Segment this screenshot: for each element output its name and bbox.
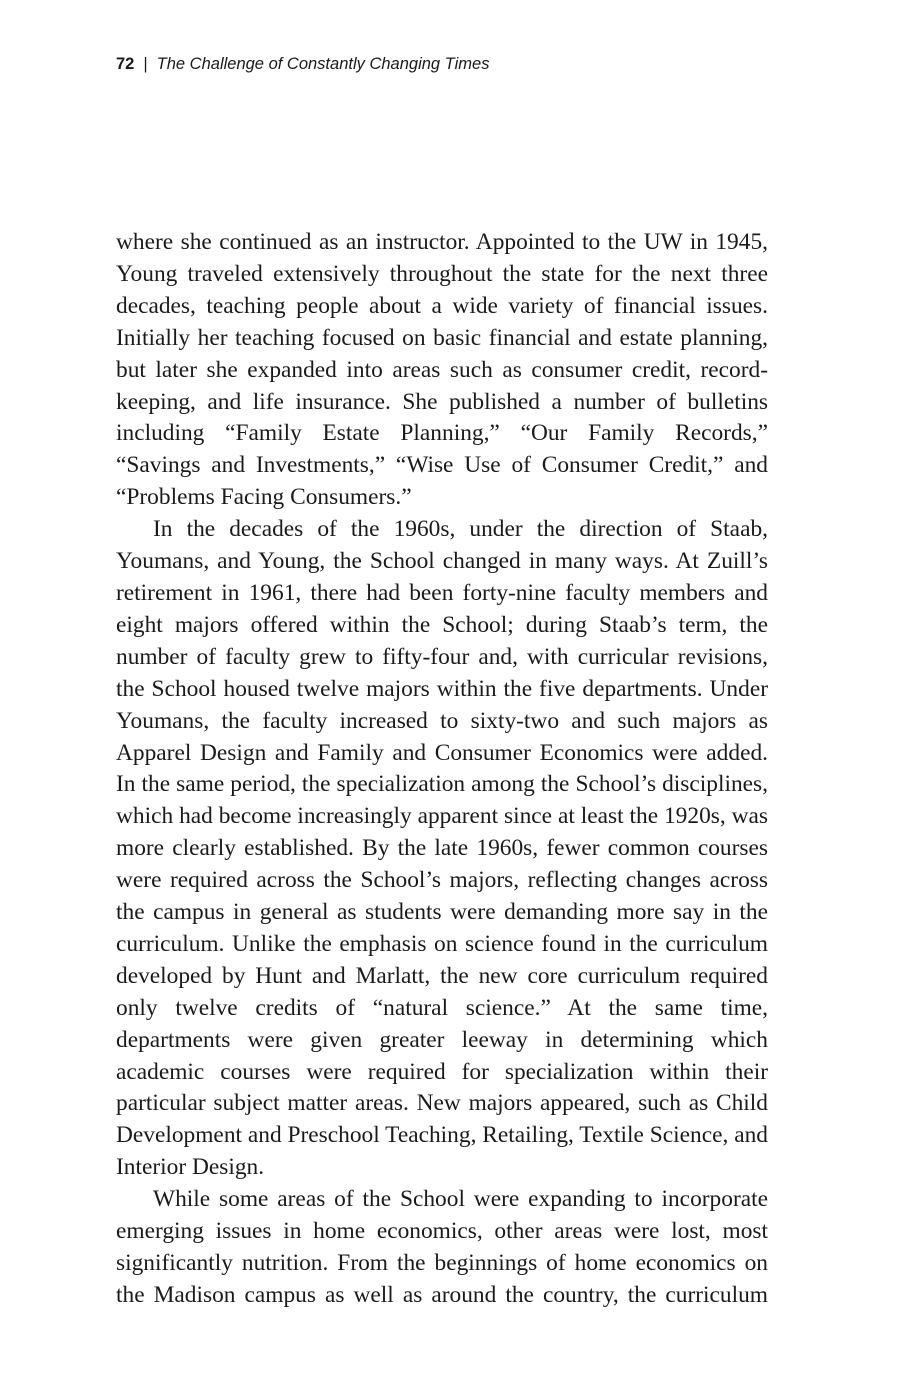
page-number: 72 [116,55,135,73]
body-text [116,227,768,1312]
paragraph-continued: where she continued as an instructor. Appointed to the UW in 1945, Young traveled extensively throughout the state for the next three decades, teaching people about a wide variety of financial issues. Initially her teaching focused on basic financial and estate planning, but later she expanded into areas such as consumer credit, record-keeping, and life insurance. She published a number of bulletins including “Family Estate Planning,” “Our Family Records,” “Savings and Investments,” “Wise Use of Consumer Credit,” and “Problems Facing Consumers.” [116,229,768,511]
paragraph: In the decades of the 1960s, under the direction of Staab, Youmans, and Young, the School changed in many ways. At Zuill’s retirement in 1961, there had been forty-nine faculty members and eight majors offered within the School; during Staab’s term, the number of faculty grew to fifty-four and, with curricular revisions, the School housed twelve majors within the five departments. Under Youmans, the faculty increased to sixty-two and such majors as Apparel Design and Family and Consumer Economics were added. In the same period, the specialization among the School’s disciplines, which had become increasingly apparent since at least the 1920s, was more clearly established. By the late 1960s, fewer common courses were required across the School’s majors, reflecting changes across the campus in general as students were demanding more say in the curriculum. Unlike the emphasis on science found in the curriculum developed by Hunt and Marlatt, the new core curriculum required only twelve credits of “natural science.” At the same time, departments were given greater leeway in determining which academic courses were required for specialization within their particular subject matter areas. New majors appeared, such as Child Development and Preschool Teaching, Retailing, Textile Science, and Interior Design. [116,516,768,1181]
running-head [116,53,489,75]
header-separator: | [143,55,148,73]
running-title: The Challenge of Constantly Changing Times [156,55,490,73]
paragraph: While some areas of the School were expanding to incorporate emerging issues in home economics, other areas were lost, most significantly nutrition. From the beginnings of home economics on the Madison campus as well as around the country, the curriculum [116,1186,768,1308]
